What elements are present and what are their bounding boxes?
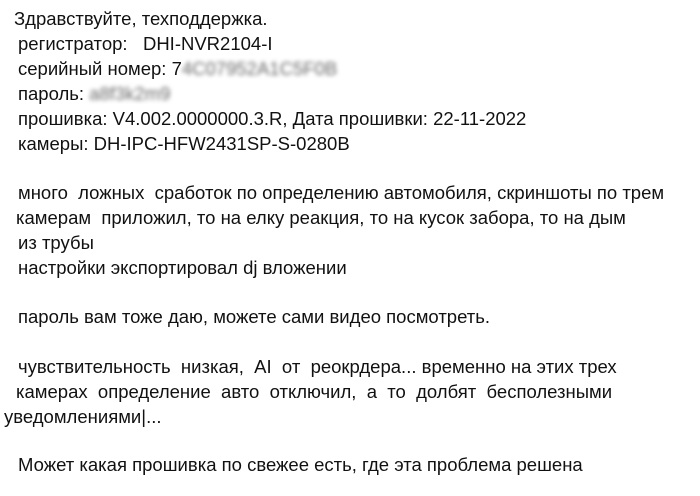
paragraph1-line4: настройки экспортировал dj вложении bbox=[18, 257, 347, 278]
paragraph3-line1: чувствительность низкая, AI от реокрдера... временно на этих трех bbox=[18, 356, 617, 377]
serial-label: серийный номер: 7 bbox=[18, 58, 182, 79]
serial-redacted-value: 4C07952A1C5F0B bbox=[181, 58, 338, 79]
password-redacted-value: a8f3k2m9 bbox=[89, 83, 171, 104]
cameras-line: камеры: DH-IPC-HFW2431SP-S-0280B bbox=[18, 133, 350, 154]
serial-line bbox=[18, 57, 337, 81]
password-line bbox=[18, 82, 170, 106]
paragraph3-line3: уведомлениями|... bbox=[4, 406, 162, 427]
paragraph1-line2: камерам приложил, то на елку реакция, то на кусок забора, то на дым bbox=[16, 207, 626, 228]
paragraph1-line1: много ложных сработок по определению автомобиля, скриншоты по трем bbox=[18, 182, 665, 203]
recorder-line: регистратор: DHI-NVR2104-I bbox=[18, 33, 273, 54]
paragraph4-line: Может какая прошивка по свежее есть, где эта проблема решена bbox=[18, 454, 583, 475]
paragraph3-line2: камерах определение авто отключил, а то долбят бесполезными bbox=[16, 381, 613, 402]
password-label: пароль: bbox=[18, 83, 90, 104]
firmware-line: прошивка: V4.002.0000000.3.R, Дата прошивки: 22-11-2022 bbox=[18, 108, 527, 129]
paragraph2-line: пароль вам тоже даю, можете сами видео посмотреть. bbox=[18, 306, 491, 327]
greeting-line: Здравствуйте, техподдержка. bbox=[14, 8, 268, 29]
paragraph1-line3: из трубы bbox=[18, 232, 94, 253]
